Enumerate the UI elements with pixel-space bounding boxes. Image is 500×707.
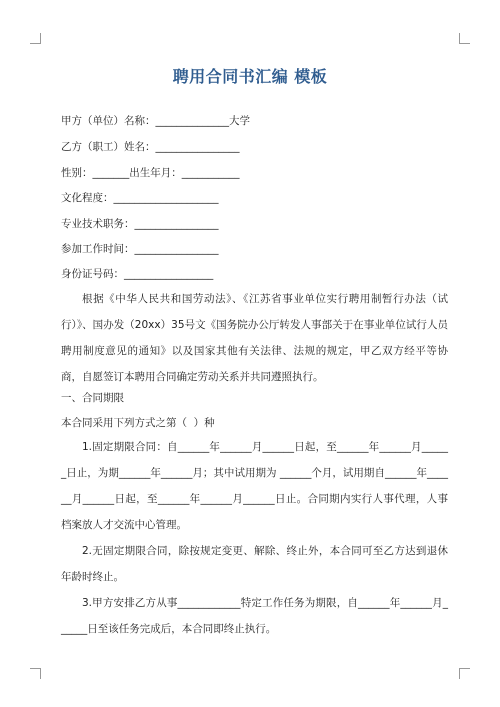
corner-mark-bottom-right xyxy=(459,668,470,679)
field-party-b-name: 乙方（职工）姓名：________________ xyxy=(61,141,240,153)
field-education: 文化程度：____________________ xyxy=(61,192,219,204)
clause-open-ended: 2.无固定期限合同，除按规定变更、解除、终止外，本合同可至乙方达到退休年龄时终止。 xyxy=(61,545,448,583)
field-work-start-date: 参加工作时间：________________ xyxy=(61,243,219,255)
corner-mark-top-left xyxy=(30,33,41,44)
clause-fixed-term: 1.固定期限合同：自______年______月______日起，至______年______月______日止，为期______年______月；其中试用期为 ______个月，试用期自______年______月______日起，至______年______月______日止。合同期内实行人事代理，人事档案放人才交流中心管理。 xyxy=(61,441,448,531)
field-id-number: 身份证号码：_________________ xyxy=(61,268,214,280)
preamble-paragraph: 根据《中华人民共和国劳动法》、《江苏省事业单位实行聘用制暂行办法（试行）》、国办发（20xx）35号文《国务院办公厅转发人事部关于在事业单位试行人员聘用制度意见的通知》以及国家其他有关法律、法规的规定，甲乙双方经平等协商，自愿签订本聘用合同确定劳动关系并共同遵照执行。 xyxy=(61,293,448,383)
contract-type-choice: 本合同采用下列方式之第（ ）种 xyxy=(61,417,215,429)
document-title: 聘用合同书汇编 模板 xyxy=(172,67,328,86)
corner-mark-bottom-left xyxy=(30,668,41,679)
field-party-a-name: 甲方（单位）名称：______________大学 xyxy=(61,115,250,127)
corner-mark-top-right xyxy=(459,33,470,44)
field-gender-birth: 性别：_______出生年月：___________ xyxy=(61,167,240,179)
field-professional-title: 专业技术职务：________________ xyxy=(61,218,219,230)
section-heading-term: 一、合同期限 xyxy=(61,392,124,404)
clause-task-based: 3.甲方安排乙方从事____________特定工作任务为期限，自______年______月______日至该任务完成后，本合同即终止执行。 xyxy=(61,597,448,635)
